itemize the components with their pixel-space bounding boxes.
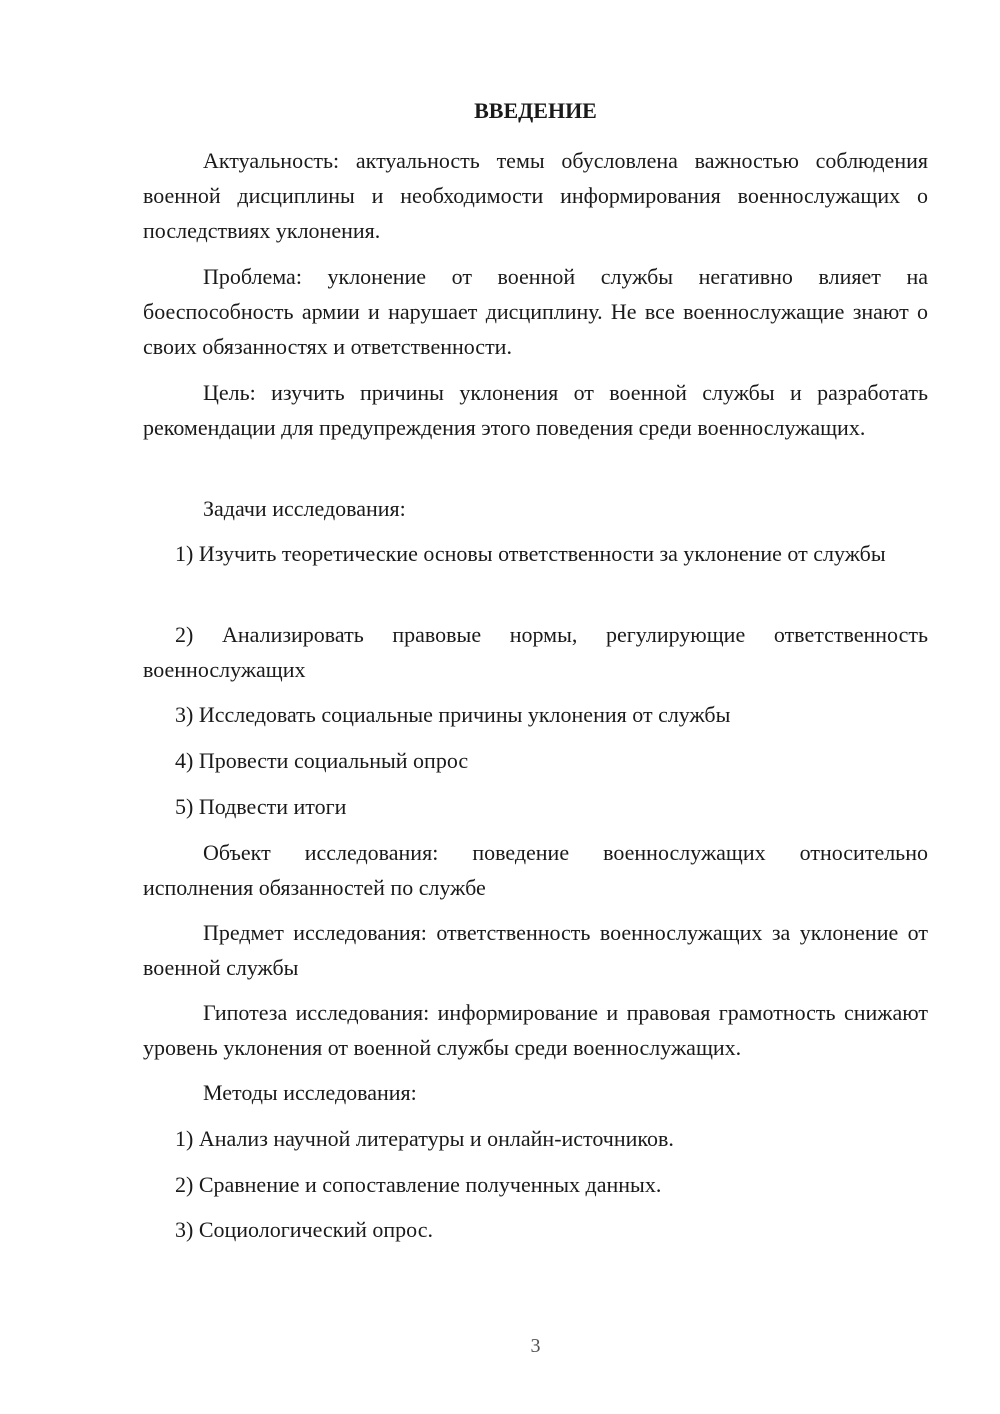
task-item: 1) Изучить теоретические основы ответственности за уклонение от службы [175,541,886,566]
task-item: 4) Провести социальный опрос [175,748,469,773]
hypothesis-paragraph: Гипотеза исследования: информирование и правовая грамотность снижают уровень уклонения от военной службы среди военнослужащих. [143,1000,928,1060]
subject-paragraph: Предмет исследования: ответственность военнослужащих за уклонение от военной службы [143,920,928,980]
tasks-heading: Задачи исследования: [203,496,406,521]
page-title: ВВЕДЕНИЕ [474,98,597,123]
goal-paragraph: Цель: изучить причины уклонения от военной службы и разработать рекомендации для предупреждения этого поведения среди военнослужащих. [143,380,928,440]
method-item: 2) Сравнение и сопоставление полученных данных. [175,1172,662,1197]
task-item: 3) Исследовать социальные причины уклонения от службы [175,702,731,727]
methods-heading: Методы исследования: [203,1080,417,1105]
relevance-paragraph: Актуальность: актуальность темы обусловлена важностью соблюдения военной дисциплины и необходимости информирования военнослужащих о последствиях уклонения. [143,148,928,243]
document-page [143,0,928,1414]
page-number: 3 [530,1335,541,1357]
task-item: 5) Подвести итоги [175,794,347,819]
method-item: 1) Анализ научной литературы и онлайн-источников. [175,1126,674,1151]
task-item: 2) Анализировать правовые нормы, регулирующие ответственность военнослужащих [143,622,928,682]
problem-paragraph: Проблема: уклонение от военной службы негативно влияет на боеспособность армии и нарушает дисциплину. Не все военнослужащие знают о своих обязанностях и ответственности. [143,264,928,359]
object-paragraph: Объект исследования: поведение военнослужащих относительно исполнения обязанностей по службе [143,840,928,900]
method-item: 3) Социологический опрос. [175,1217,433,1242]
